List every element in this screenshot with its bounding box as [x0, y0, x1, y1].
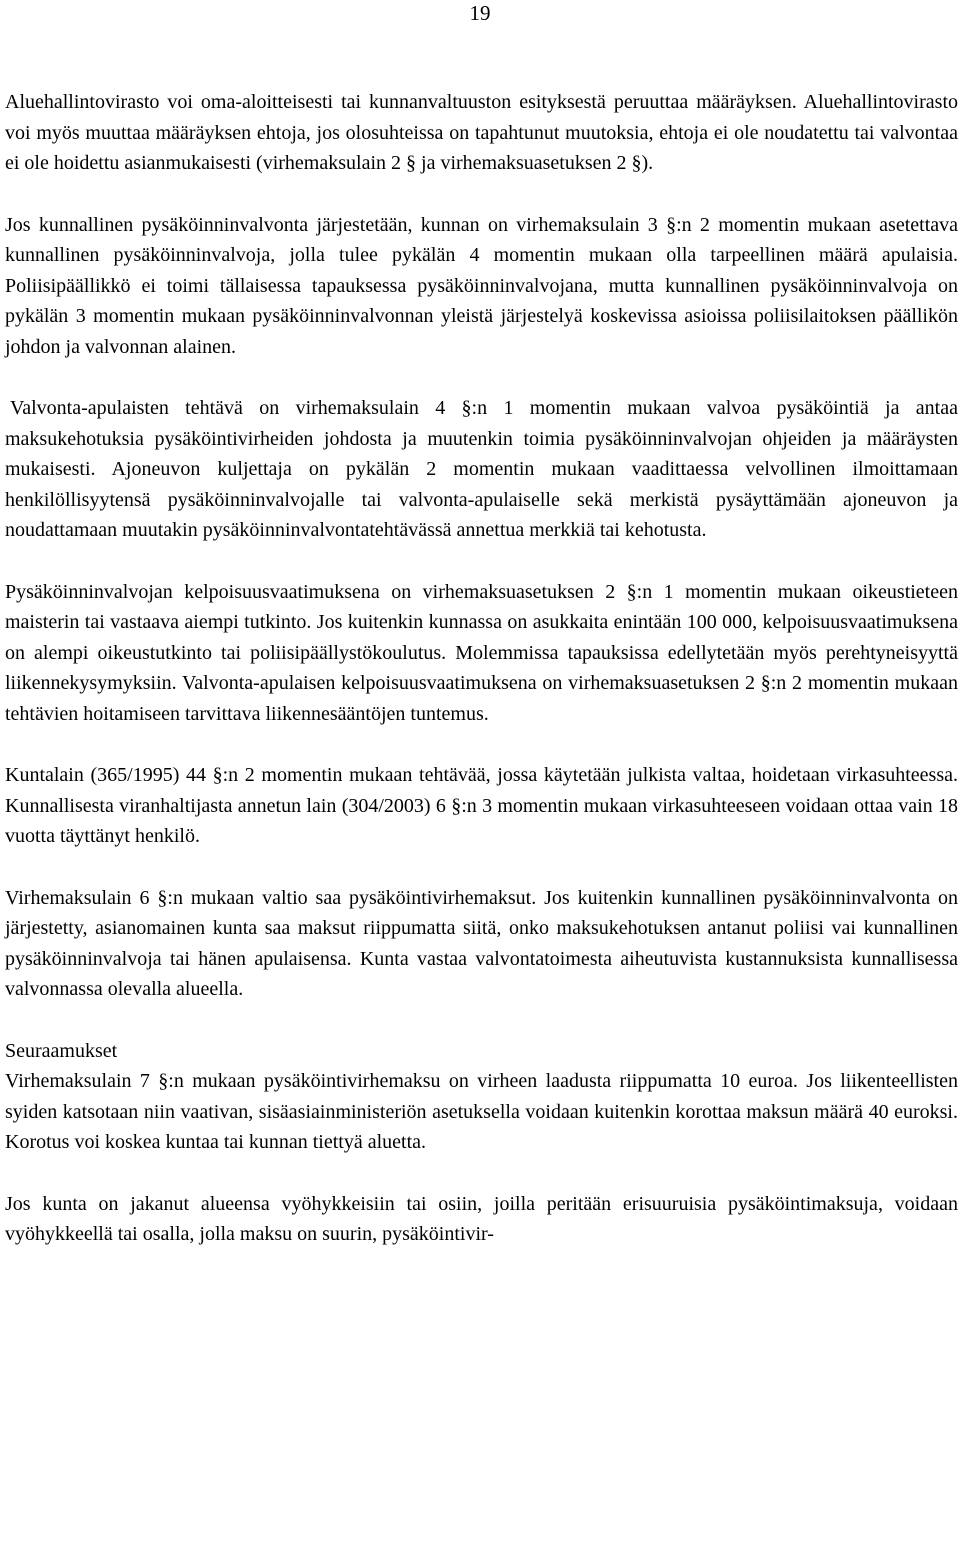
paragraph-fee-amount: Virhemaksulain 7 §:n mukaan pysäköintivirhemaksu on virheen laadusta riippumatta 10 euroa. Jos liikenteellisten syiden katsotaan niin vaativan, sisäasiainministeriön asetuksella voidaan kuitenkin korottaa maksun määrä 40 euroksi. Korotus voi koskea kuntaa tai kunnan tiettyä aluetta.	[5, 1070, 958, 1153]
paragraph-qualifications: Pysäköinninvalvojan kelpoisuusvaatimuksena on virhemaksuasetuksen 2 §:n 1 momentin mukaan oikeustieteen maisterin tai vastaava aiempi tutkinto. Jos kuitenkin kunnassa on asukkaita enintään 100 000, kelpoisuusvaatimuksena on alempi oikeustutkinto tai poliisipäällystökoulutus. Molemmissa tapauksissa edellytetään myös perehtyneisyyttä liikennekysymyksiin. Valvonta-apulaisen kelpoisuusvaatimuksena on virhemaksuasetuksen 2 §:n 2 momentin mukaan tehtävien hoitamiseen tarvittava liikennesääntöjen tuntemus.	[5, 580, 958, 725]
paragraph-public-office: Kuntalain (365/1995) 44 §:n 2 momentin mukaan tehtävää, jossa käytetään julkista valtaa, hoidetaan virkasuhteessa. Kunnallisesta viranhaltijasta annetun lain (304/2003) 6 §:n 3 momentin mukaan virkasuhteeseen voidaan ottaa vain 18 vuotta täyttänyt henkilö.	[5, 764, 958, 847]
section-heading: Seuraamukset	[5, 1039, 118, 1062]
paragraph-zones: Jos kunta on jakanut alueensa vyöhykkeisiin tai osiin, joilla peritään erisuuruisia pysäköintimaksuja, voidaan vyöhykkeellä tai osalla, jolla maksu on suurin, pysäköintivir-	[5, 1192, 958, 1245]
page-number: 19	[469, 1, 491, 25]
paragraph-revocation: Aluehallintovirasto voi oma-aloitteisesti tai kunnanvaltuuston esityksestä peruuttaa määräyksen. Aluehallintovirasto voi myös muuttaa määräyksen ehtoja, jos olosuhteissa on tapahtunut muutoksia, ehtoja ei ole noudatettu tai valvontaa ei ole hoidettu asianmukaisesti (virhemaksulain 2 § ja virhemaksuasetuksen 2 §).	[5, 91, 958, 174]
paragraph-fees-recipient: Virhemaksulain 6 §:n mukaan valtio saa pysäköintivirhemaksut. Jos kuitenkin kunnallinen pysäköinninvalvonta on järjestetty, asianomainen kunta saa maksut riippumatta siitä, onko maksukehotuksen antanut poliisi vai kunnallinen pysäköinninvalvoja tai hänen apulaisensa. Kunta vastaa valvontatoimesta aiheutuvista kustannuksista kunnallisessa valvonnassa olevalla alueella.	[5, 886, 958, 1000]
document-body	[5, 87, 958, 1250]
paragraph-assistant-duties: Valvonta-apulaisten tehtävä on virhemaksulain 4 §:n 1 momentin mukaan valvoa pysäköintiä ja antaa maksukehotuksia pysäköintivirheiden johdosta ja muutenkin toimia pysäköinninvalvojan ohjeiden ja määräysten mukaisesti. Ajoneuvon kuljettaja on pykälän 2 momentin mukaan vaadittaessa velvollinen ilmoittamaan henkilöllisyytensä pysäköinninvalvojalle tai valvonta-apulaiselle sekä merkistä pysäyttämään ajoneuvon ja noudattamaan muutakin pysäköinninvalvontatehtävässä annettua merkkiä tai kehotusta.	[5, 397, 958, 541]
paragraph-municipal-parking-supervisor: Jos kunnallinen pysäköinninvalvonta järjestetään, kunnan on virhemaksulain 3 §:n 2 momentin mukaan asetettava kunnallinen pysäköinninvalvoja, jolla tulee pykälän 4 momentin mukaan olla tarpeellinen määrä apulaisia. Poliisipäällikkö ei toimi tällaisessa tapauksessa pysäköinninvalvojana, mutta kunnallinen pysäköinninvalvoja on pykälän 3 momentin mukaan pysäköinninvalvonnan yleistä järjestelyä koskevissa asioissa poliisilaitoksen päällikön johdon ja valvonnan alainen.	[5, 213, 958, 358]
